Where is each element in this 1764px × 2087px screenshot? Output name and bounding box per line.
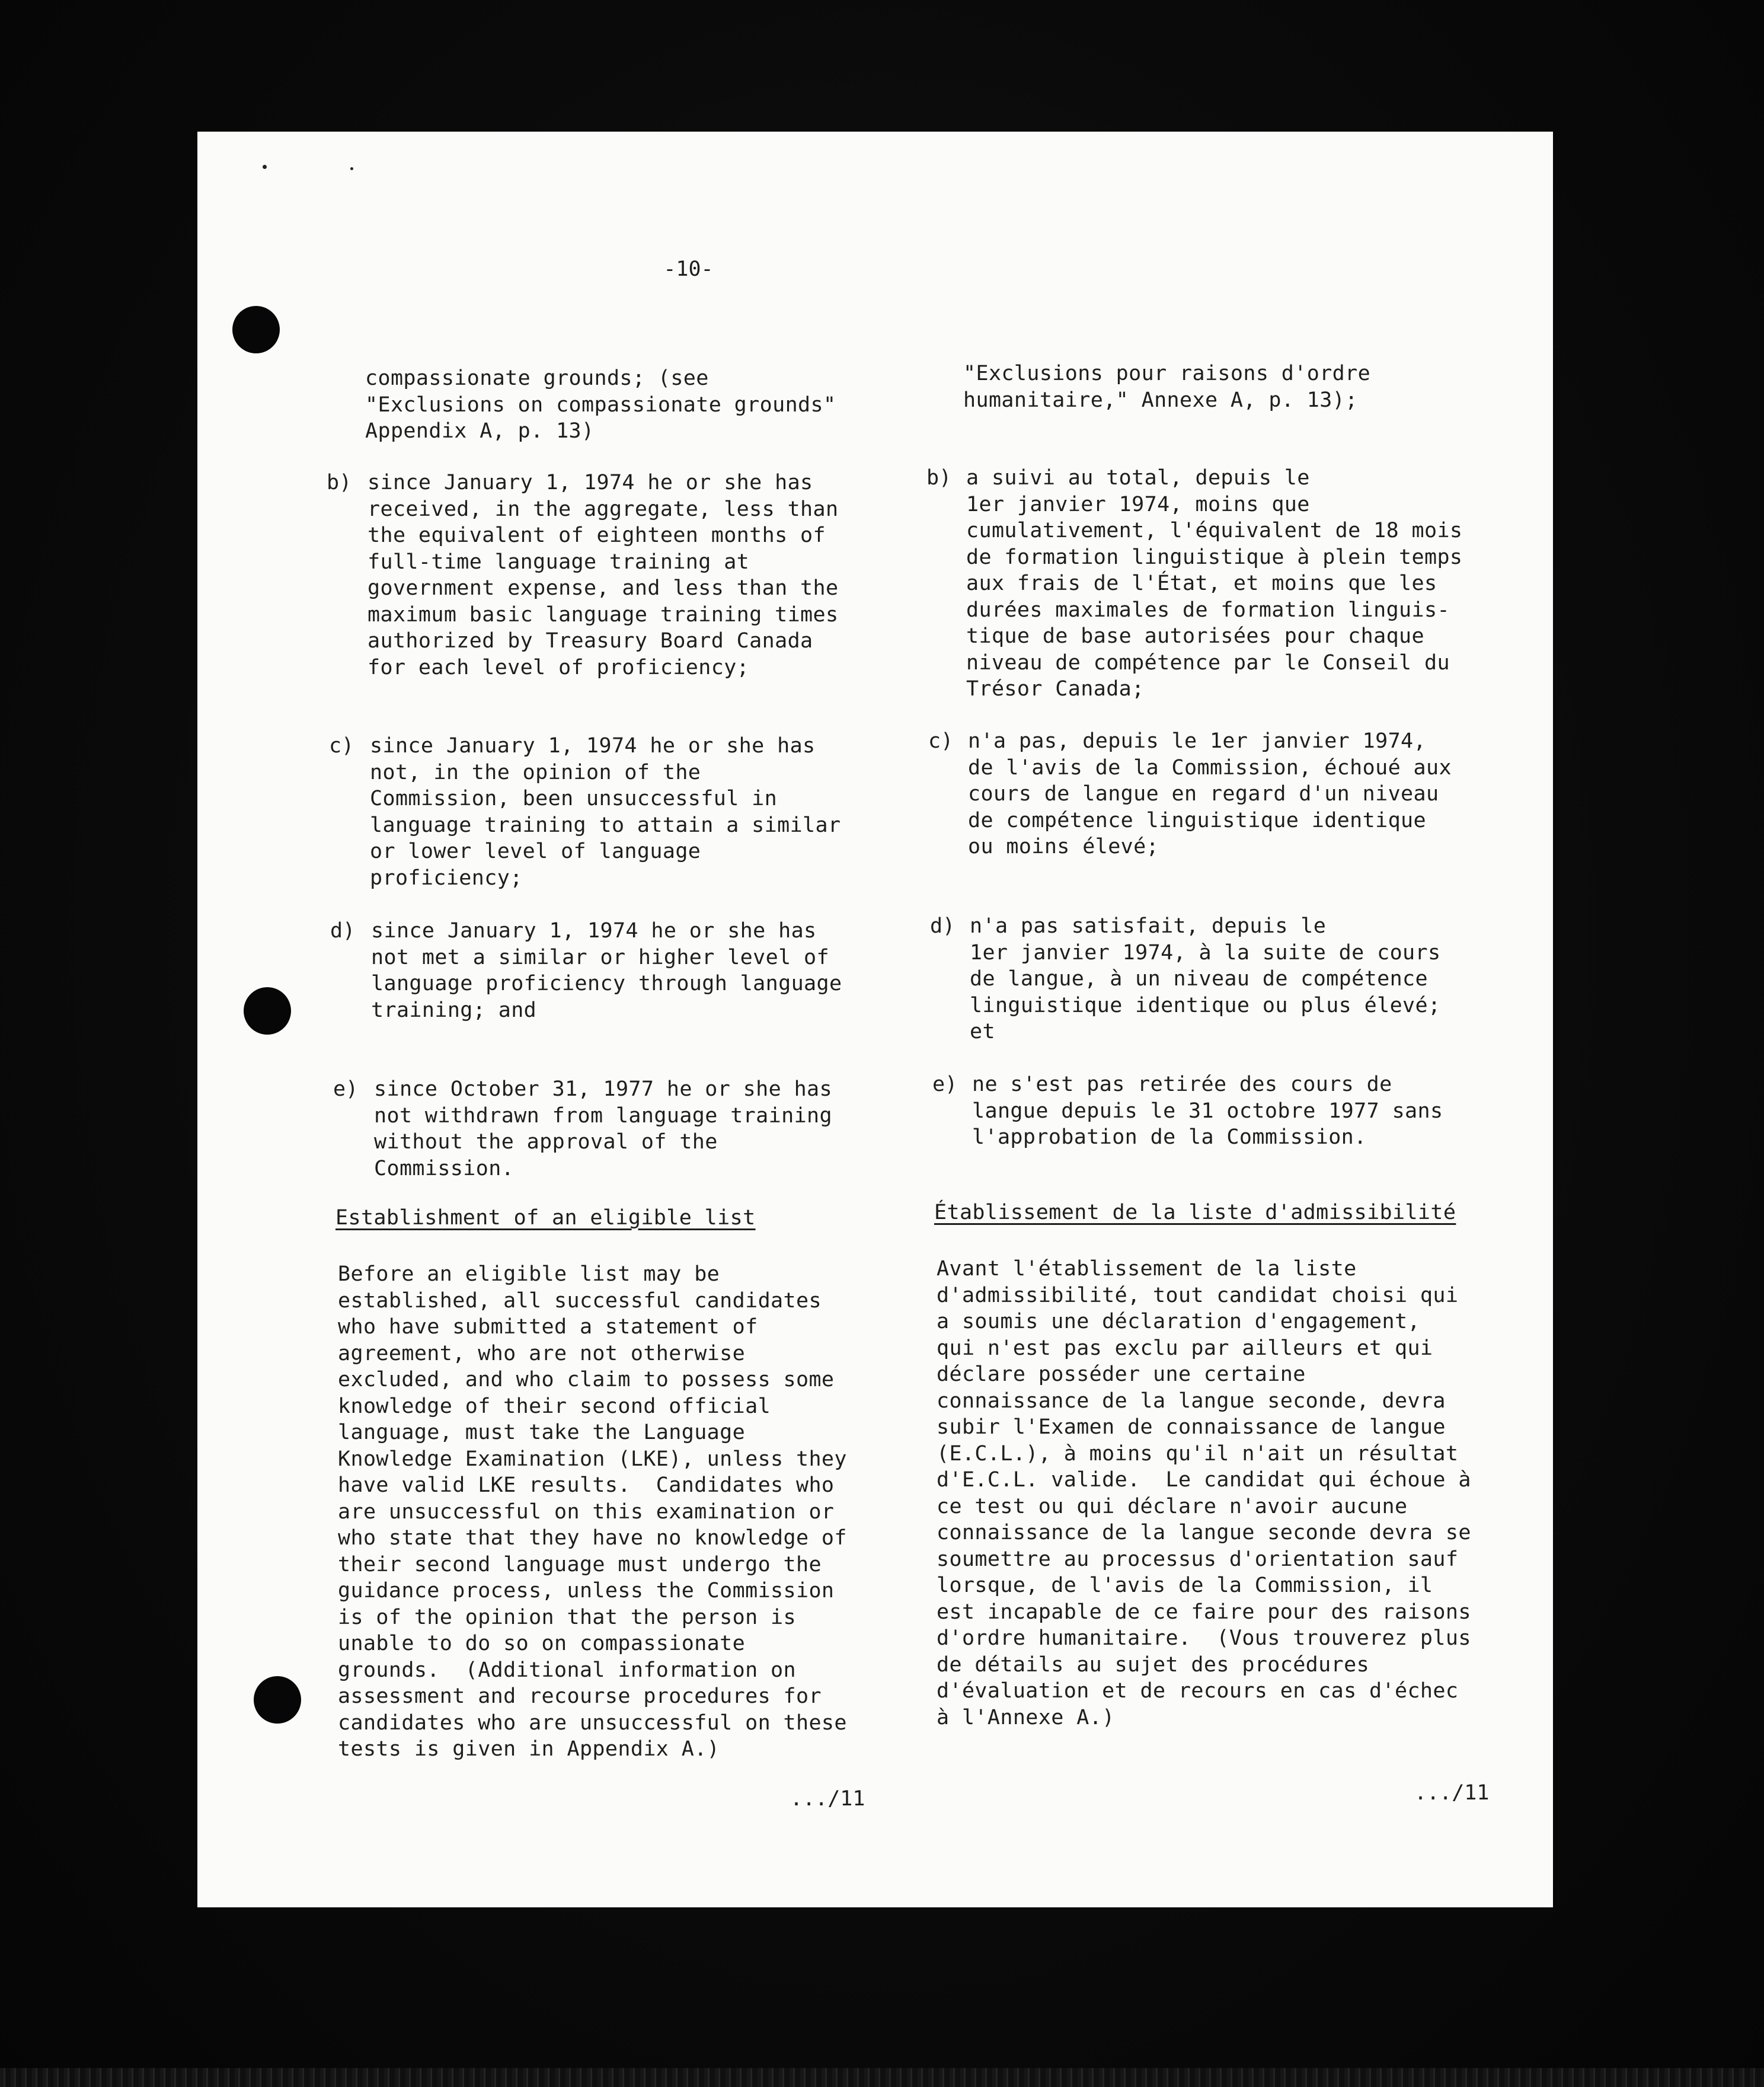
speck: [350, 167, 353, 170]
punch-hole-top: [232, 306, 280, 353]
french-item-b-text: a suivi au total, depuis le 1er janvier 1974, moins que cumulativement, l'équivalent de 18 mois de formation linguistique à plein temps aux frais de l'État, et moins que les durées maximales de formation linguis- tique de base autorisées pour chaque niveau de compétence par le Conseil du Trésor Canada;: [966, 466, 1463, 701]
english-item-e-label: e): [333, 1077, 359, 1101]
english-item-d-text: since January 1, 1974 he or she has not met a similar or higher level of language proficiency through language training; and: [371, 919, 842, 1022]
french-item-d-text: n'a pas satisfait, depuis le 1er janvier 1974, à la suite de cours de langue, à un niveau de compétence linguistique identique ou plus élevé; et: [970, 914, 1441, 1044]
french-intro-continuation: "Exclusions pour raisons d'ordre humanitaire," Annexe A, p. 13);: [963, 362, 1371, 412]
english-item-e-text: since October 31, 1977 he or she has not withdrawn from language training without the approval of the Commission.: [374, 1077, 832, 1180]
french-item-d-label: d): [930, 914, 956, 938]
french-item-b-label: b): [926, 466, 952, 490]
english-item-d-label: d): [330, 919, 356, 943]
english-item-b-label: b): [327, 471, 352, 494]
french-heading: Établissement de la liste d'admissibilité: [934, 1201, 1456, 1224]
english-intro-continuation: compassionate grounds; (see "Exclusions on compassionate grounds" Appendix A, p. 13): [365, 366, 836, 443]
punch-hole-bottom: [254, 1676, 301, 1724]
english-item-c-text: since January 1, 1974 he or she has not, in the opinion of the Commission, been unsuccessful in language training to attain a similar or lower level of language proficiency;: [370, 734, 841, 890]
document-page: [197, 132, 1553, 1907]
english-item-c-label: c): [329, 734, 354, 758]
scan-edge-noise: [0, 2068, 1764, 2087]
french-item-c-label: c): [928, 729, 954, 753]
english-item-b-text: since January 1, 1974 he or she has received, in the aggregate, less than the equivalent of eighteen months of full-time language training at government expense, and less than the maximum basic language training times authorized by Treasury Board Canada for each level of proficiency;: [368, 471, 839, 679]
punch-hole-middle: [244, 987, 291, 1035]
english-heading: Establishment of an eligible list: [335, 1206, 756, 1230]
speck: [263, 165, 267, 169]
english-continuation-marker: .../11: [790, 1787, 865, 1811]
french-item-e-text: ne s'est pas retirée des cours de langue depuis le 31 octobre 1977 sans l'approbation de la Commission.: [972, 1073, 1443, 1149]
french-item-e-label: e): [932, 1073, 958, 1096]
page-number: -10-: [663, 257, 714, 281]
french-continuation-marker: .../11: [1414, 1781, 1490, 1805]
french-item-c-text: n'a pas, depuis le 1er janvier 1974, de l'avis de la Commission, échoué aux cours de langue en regard d'un niveau de compétence linguistique identique ou moins élevé;: [968, 729, 1452, 859]
french-paragraph: Avant l'établissement de la liste d'admissibilité, tout candidat choisi qui a soumis une déclaration d'engagement, qui n'est pas exclu par ailleurs et qui déclare posséder une certaine connaissance de la langue seconde, devra subir l'Examen de connaissance de langue (E.C.L.), à moins qu'il n'ait un résultat d'E.C.L. valide. Le candidat qui échoue à ce test ou qui déclare n'avoir aucune connaissance de la langue seconde devra se soumettre au processus d'orientation sauf lorsque, de l'avis de la Commission, il est incapable de ce faire pour des raisons d'ordre humanitaire. (Vous trouverez plus de détails au sujet des procédures d'évaluation et de recours en cas d'échec à l'Annexe A.): [937, 1257, 1471, 1729]
english-paragraph: Before an eligible list may be established, all successful candidates who have submitted a statement of agreement, who are not otherwise excluded, and who claim to possess some knowledge of their second official language, must take the Language Knowledge Examination (LKE), unless they have valid LKE results. Candidates who are unsuccessful on this examination or who state that they have no knowledge of their second language must undergo the guidance process, unless the Commission is of the opinion that the person is unable to do so on compassionate grounds. (Additional information on assessment and recourse procedures for candidates who are unsuccessful on these tests is given in Appendix A.): [338, 1262, 847, 1761]
